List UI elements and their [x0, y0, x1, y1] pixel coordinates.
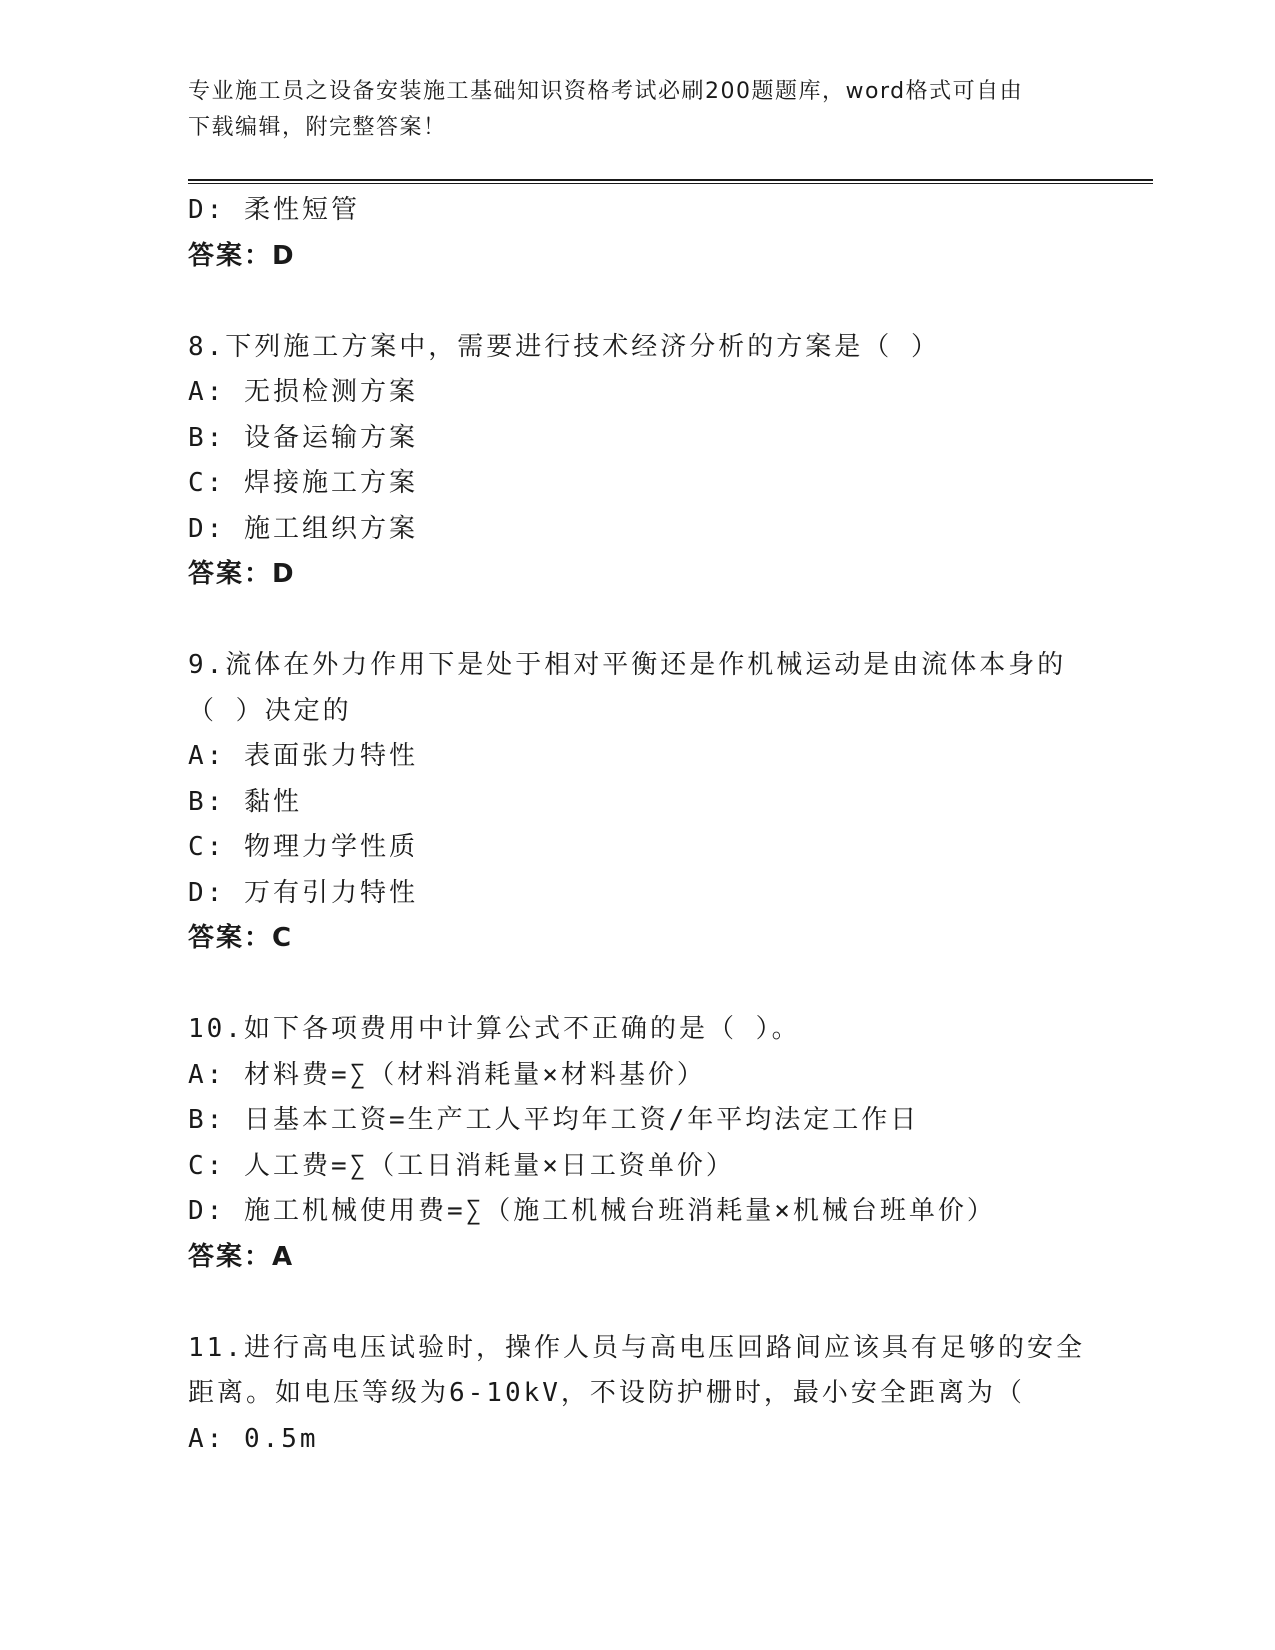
page-header: [188, 74, 1068, 146]
option-d: D: 万有引力特性: [188, 877, 418, 908]
spacer: [188, 598, 1088, 644]
answer-line: 答案：C: [188, 923, 294, 953]
option-a: A: 无损检测方案: [188, 377, 418, 407]
option-d: D: 施工机械使用费=∑（施工机械台班消耗量×机械台班单价）: [188, 1196, 996, 1226]
question-9: [188, 643, 1088, 962]
question-stem: 9.流体在外力作用下是处于相对平衡还是作机械运动是由流体本身的: [188, 650, 1067, 680]
question-8: [188, 325, 1088, 598]
option-c: C: 人工费=∑（工日消耗量×日工资单价）: [188, 1150, 735, 1181]
question-stem-cont: （ ）决定的: [188, 695, 352, 726]
spacer: [188, 1280, 1088, 1326]
option-a: A: 表面张力特性: [188, 741, 418, 771]
option-c: C: 物理力学性质: [188, 832, 418, 862]
question-stem: 11.进行高电压试验时，操作人员与高电压回路间应该具有足够的安全: [188, 1332, 1085, 1363]
answer-line: 答案：D: [188, 559, 296, 589]
question-stem: 10.如下各项费用中计算公式不正确的是（ ）。: [188, 1014, 801, 1044]
spacer: [188, 279, 1088, 325]
option-b: B: 日基本工资=生产工人平均年工资/年平均法定工作日: [188, 1105, 920, 1135]
header-line-2: 下载编辑，附完整答案！: [188, 115, 447, 140]
option-c: C: 焊接施工方案: [188, 468, 418, 498]
option-d: D: 柔性短管: [188, 195, 360, 225]
answer-line: 答案：D: [188, 240, 296, 271]
option-a: A: 0.5m: [188, 1423, 319, 1454]
answer-line: 答案：A: [188, 1241, 295, 1272]
question-11: [188, 1326, 1088, 1463]
header-divider: [188, 179, 1153, 184]
spacer: [188, 962, 1088, 1008]
option-b: B: 设备运输方案: [188, 422, 418, 453]
question-stem: 8.下列施工方案中，需要进行技术经济分析的方案是（ ）: [188, 331, 940, 362]
header-line-1: 专业施工员之设备安装施工基础知识资格考试必刷200题题库，word格式可自由: [188, 79, 1024, 104]
previous-question-tail: [188, 188, 1088, 279]
document-body: [188, 188, 1088, 1462]
option-a: A: 材料费=∑（材料消耗量×材料基价）: [188, 1059, 706, 1090]
question-10: [188, 1007, 1088, 1280]
question-stem-cont: 距离。如电压等级为6-10kV，不设防护栅时，最小安全距离为（: [188, 1378, 1025, 1408]
option-d: D: 施工组织方案: [188, 513, 418, 544]
option-b: B: 黏性: [188, 786, 302, 817]
